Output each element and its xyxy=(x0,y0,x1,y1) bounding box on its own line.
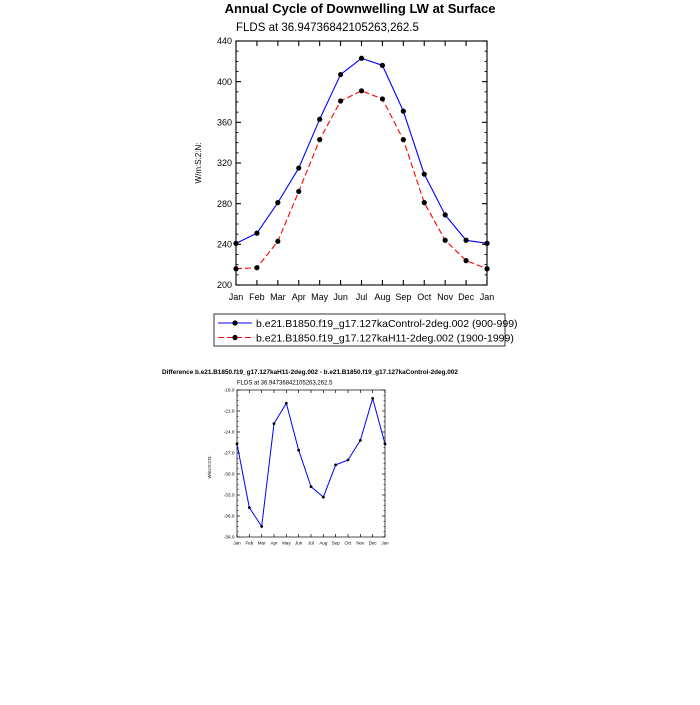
chart2-series-1-point xyxy=(285,402,288,405)
y-tick-label: -24.0 xyxy=(223,430,235,436)
y-tick-label: -27.0 xyxy=(223,451,235,457)
chart1-series-2-point xyxy=(484,266,489,271)
chart2-title: Difference b.e21.B1850.f19_g17.127kaH11-2deg.002 - b.e21.B1850.f19_g17.127kaControl-2deg.002 xyxy=(162,369,458,376)
chart2-series-1-point xyxy=(297,449,300,452)
chart1-series-1-point xyxy=(296,165,301,170)
x-tick-label: Apr xyxy=(270,540,278,546)
x-tick-label: Nov xyxy=(437,292,454,302)
chart2-series-1-point xyxy=(310,485,313,488)
chart2-series-1-line xyxy=(237,398,385,526)
x-tick-label: Sep xyxy=(331,540,340,546)
x-tick-label: Jan xyxy=(479,292,495,302)
chart1-series-2-point xyxy=(401,137,406,142)
chart2-subtitle: FLDS at 36.94736842105263,262.5 xyxy=(237,380,333,387)
chart1-series-2-point xyxy=(359,88,364,93)
y-tick-label: 440 xyxy=(216,36,232,47)
chart2-plot-frame xyxy=(237,390,385,537)
x-tick-label: Jan xyxy=(228,292,244,302)
chart1-title: Annual Cycle of Downwelling LW at Surface xyxy=(224,1,496,16)
chart1-series-2-point xyxy=(422,200,427,205)
chart2-y-axis-label: W/m:S:2:N: xyxy=(207,455,212,479)
chart1-plot xyxy=(214,36,518,346)
y-tick-label: 360 xyxy=(216,117,232,128)
x-tick-label: Sep xyxy=(395,292,412,302)
x-tick-label: Aug xyxy=(319,540,328,546)
chart1-series-1-point xyxy=(401,109,406,114)
x-tick-label: Feb xyxy=(249,292,265,302)
chart1-series-2-point xyxy=(443,238,448,243)
chart1-series-1-line xyxy=(236,58,487,243)
y-tick-label: 200 xyxy=(216,280,232,291)
chart1-series-2-point xyxy=(317,137,322,142)
chart1-series-2-point xyxy=(254,265,259,270)
x-tick-label: Aug xyxy=(374,292,391,302)
chart2-series-1-point xyxy=(273,422,276,425)
y-tick-label: -33.0 xyxy=(223,493,235,499)
chart1-series-2-point xyxy=(380,96,385,101)
x-tick-label: Mar xyxy=(270,292,286,302)
legend-entry-label: b.e21.B1850.f19_g17.127kaH11-2deg.002 (1900-1999) xyxy=(256,332,514,345)
chart2-series-1-point xyxy=(347,459,350,462)
chart1-series-1-point xyxy=(380,63,385,68)
y-tick-label: -30.0 xyxy=(223,472,235,478)
y-tick-label: -39.0 xyxy=(223,535,235,541)
x-tick-label: May xyxy=(282,540,291,546)
legend-entry-label: b.e21.B1850.f19_g17.127kaControl-2deg.002 (900-999) xyxy=(256,317,518,330)
chart2-series-1-point xyxy=(359,439,362,442)
chart1-series-1-point xyxy=(254,231,259,236)
chart2-series-1-point xyxy=(334,464,337,467)
x-tick-label: Jul xyxy=(308,540,314,546)
chart1-series-1-point xyxy=(233,241,238,246)
chart2-series-1-point xyxy=(236,443,239,446)
y-tick-label: 400 xyxy=(216,76,232,87)
y-tick-label: -21.0 xyxy=(223,409,235,415)
chart1-series-1-point xyxy=(484,241,489,246)
chart1-plot-frame xyxy=(236,41,487,285)
chart2-series-1-point xyxy=(322,496,325,499)
chart1-legend xyxy=(214,314,518,346)
x-tick-label: Jun xyxy=(295,540,303,546)
x-tick-label: Jan xyxy=(381,540,389,546)
chart2-plot xyxy=(224,388,390,546)
x-tick-label: Jan xyxy=(233,540,241,546)
chart1-series-1-point xyxy=(275,200,280,205)
x-tick-label: Dec xyxy=(458,292,475,302)
legend-swatch-marker xyxy=(232,320,237,325)
chart1-series-1-point xyxy=(359,56,364,61)
chart1-series-1-point xyxy=(338,72,343,77)
x-tick-label: Apr xyxy=(291,292,306,302)
x-tick-label: Oct xyxy=(417,292,432,302)
x-tick-label: Feb xyxy=(245,540,254,546)
plots-layer xyxy=(214,36,518,545)
chart1-series-2-point xyxy=(233,266,238,271)
chart1-series-1-point xyxy=(317,117,322,122)
chart1-series-1-point xyxy=(422,172,427,177)
chart1-series-2-point xyxy=(338,98,343,103)
y-tick-label: 240 xyxy=(216,239,232,250)
x-tick-label: May xyxy=(311,292,329,302)
y-tick-label: 280 xyxy=(216,198,232,209)
chart1-series-2-point xyxy=(275,239,280,244)
chart2-series-1-point xyxy=(384,443,387,446)
y-tick-label: 320 xyxy=(216,158,232,169)
x-tick-label: Oct xyxy=(344,540,352,546)
x-tick-label: Mar xyxy=(257,540,266,546)
legend-swatch-marker xyxy=(232,335,237,340)
chart2-series-1-point xyxy=(248,506,251,509)
chart1-series-2-line xyxy=(236,91,487,269)
chart1-series-1-point xyxy=(443,212,448,217)
x-tick-label: Nov xyxy=(356,540,365,546)
x-tick-label: Jul xyxy=(355,292,368,302)
chart1-series-2-point xyxy=(463,258,468,263)
y-tick-label: -18.0 xyxy=(223,388,235,394)
chart1-subtitle: FLDS at 36.94736842105263,262.5 xyxy=(236,22,419,34)
x-tick-label: Dec xyxy=(368,540,377,546)
chart2-series-1-point xyxy=(260,525,263,528)
x-tick-label: Jun xyxy=(333,292,348,302)
chart1-series-1-point xyxy=(463,238,468,243)
chart1-series-2-point xyxy=(296,189,301,194)
chart1-y-axis-label: W/m:S:2:N: xyxy=(194,142,203,184)
chart2-series-1-point xyxy=(371,397,374,400)
y-tick-label: -36.0 xyxy=(223,514,235,520)
